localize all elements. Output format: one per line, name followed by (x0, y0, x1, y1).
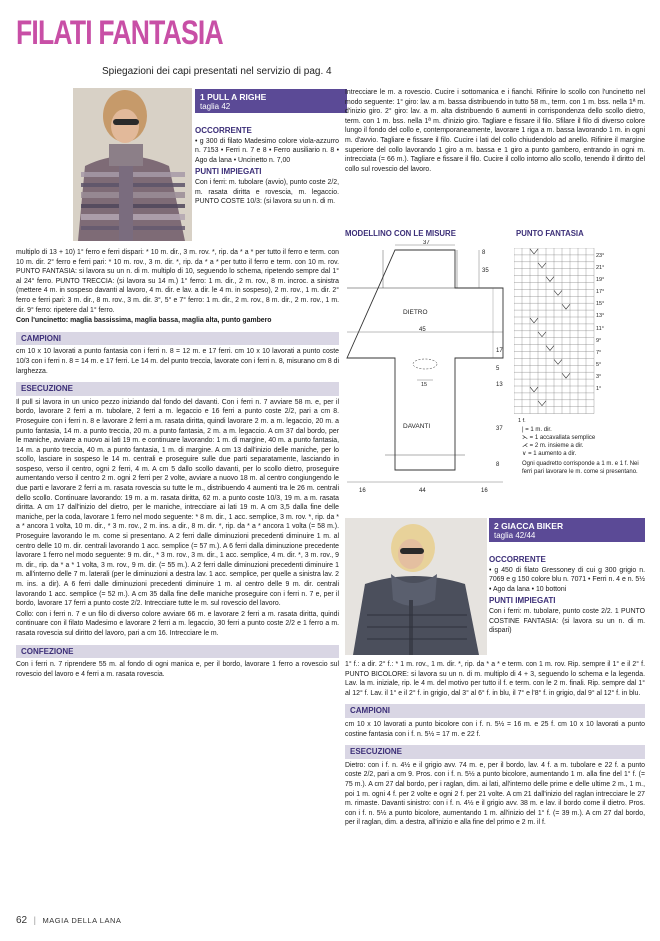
stitch-chart-heading: PUNTO FANTASIA (516, 229, 584, 238)
page-number: 62 (16, 915, 28, 926)
item2-punti-text: Con i ferri: m. tubolare, punto coste 2/2. 1 PUNTO COSTINE FANTASIA: (si lavora su un n. di m. dispari) (489, 607, 645, 635)
chart-stitch-symbol (538, 263, 546, 268)
row-label: 23° (596, 253, 605, 259)
item2-right-column (345, 660, 645, 829)
chart-stitch-symbol (554, 290, 562, 295)
item1-left-column (16, 248, 339, 680)
model-photo-illustration (73, 88, 192, 241)
item1-occorrente-heading: OCCORRENTE (195, 126, 252, 135)
item1-punti-continued: multiplo di 13 + 10) 1° ferro e ferri dispari: * 10 m. dir., 3 m. rov. *, rip. da * a * per tutto il ferro e term. con 10 m. dir. 2° ferro e ferri pari: * 10 m. rov., 3 m. dir. *, rip. da * a * per tutto il ferro e term. con 10 m. rov. PUNTO FANTASIA: si lavora su un n. di m. multiplo di 10, seguendo lo schema, ripetendo sempre dal 1° al 24° ferro. PUNTO TRECCIA: (si lavora su 14 m.) 1° ferro: 1 m. dir., 2 m. rov., 8 m. incroc. a sinistra (mettere 4 m. in sospeso davanti al lavoro, 4 m. dir. e lav. a dir. le 4 m. in sospeso), 2 m. rov., 1 m. dir. 2° ferro e ferri pari: 3 m. dir., 8 m. rov., 3 m. dir. 3°, 5° e 7° ferro: 1 m. dir., 2 m. rov., 8 m. dir., 2 m. rov., 1 m. dir. 9° ferro: ripetere dal 1° ferro. (16, 249, 339, 314)
item2-size: taglia 42/44 (494, 531, 536, 540)
dim-right-top: 8 (482, 250, 486, 256)
schematic-heading: MODELLINO CON LE MISURE (345, 229, 456, 238)
chart-stitch-symbol (530, 387, 538, 392)
dim-bottom-mid: 44 (419, 488, 426, 494)
row-label: 11° (596, 325, 604, 332)
chart-bottom-label: 1 f. (518, 418, 526, 424)
legend-ins-icon: ⋌ (522, 443, 528, 449)
dim-bottom-right: 16 (481, 488, 488, 494)
dim-bottom-left: 16 (359, 488, 366, 494)
item1-uncinetto: Con l'uncinetto: maglia bassissima, maglia bassa, maglia alta, punto gambero (16, 317, 272, 325)
stitch-chart (514, 248, 646, 416)
item1-campioni-heading: CAMPIONI (16, 332, 339, 346)
row-label: 1° (596, 386, 602, 393)
item2-header (489, 518, 645, 542)
legend-item: = 1 accavallata semplice (529, 435, 596, 441)
item1-header (195, 89, 347, 113)
dim-right-c: 5 (496, 366, 500, 372)
item1-collo-text: Collo: con i ferri n. 7 e un filo di diverso colore avviare 66 m. e lavorare 2 ferri a m. rasata diritta, quindi continuare con il filato Madesimo e lavorare 2 ferri a m. legaccio, 30 ferri a punto coste 2/2 e 1 ferro a m. rasata rovescia sul diritto del lavoro, pari a cm 16. Intrecciare le m. (16, 610, 339, 637)
item1-campioni-text: cm 10 x 10 lavorati a punto fantasia con i ferri n. 8 = 12 m. e 17 ferri. cm 10 x 10 lavorati a punto coste 10/3 con i ferri n. 8 = 14 m. e 17 ferri. Le 14 m. del punto treccia, lavorate con i ferri n. 8, misurano cm 8 di larghezza. (16, 348, 339, 375)
item1-confezione-text: Con i ferri n. 7 riprendere 55 m. al fondo di ogni manica e, per il bordo, lavorare 1 ferro a rovescio sul rovescio del lavoro e 4 ferri a m. rasata rovescia. (16, 661, 339, 678)
row-label: 19° (596, 277, 605, 284)
dim-neck: 15 (421, 382, 428, 388)
dim-right-a: 35 (482, 268, 489, 274)
row-label: 17° (596, 289, 605, 296)
chart-stitch-symbol (546, 346, 554, 351)
chart-stitch-symbol (554, 359, 562, 364)
dim-width: 45 (419, 327, 426, 333)
row-label: 7° (596, 349, 602, 356)
page-footer: 62 | MAGIA DELLA LANA (16, 915, 122, 926)
chart-stitch-symbol (546, 277, 554, 282)
chart-stitch-symbol (562, 304, 570, 309)
dim-right-d: 13 (496, 382, 503, 388)
legend-note: Ogni quadretto corrisponde a 1 m. e 1 f. Nei ferri pari lavorare le m. come si presentano. (522, 461, 639, 475)
row-label: 3° (596, 373, 602, 380)
item2-punti-continued: 1° f.: a dir. 2° f.: * 1 m. rov., 1 m. dir. *, rip. da * a * e term. con 1 m. rov. Rip. sempre il 1° e il 2° f. PUNTO BICOLORE: si lavora su un n. di m. multiplo di 4 + 3, seguendo lo schema e la legenda. Lav. la m. iniziale, rip. le 4 m. del motivo per tutto il f. e term. con le 2 m. finali. Rip. sempre dal 1° al 12° f. Lav. il 1° e il 2° f. in grigio, dal 3° al 6° f. in blu, il 7° e l'8° f. in grigio, dal 9° al 12° f. in blu. (345, 661, 645, 697)
item1-confezione-continued: Intrecciare le m. a rovescio. Cucire i sottomanica e i fianchi. Rifinire lo scollo con l'uncinetto nel modo seguente: 1° giro: lav. a m. bassa distribuendo in tutto 58 m., term. con 1 m. bss. nella 1ª m. d'inizio giro. 2° giro: lav. a m. alta distribuendo 6 aumenti in corrispondenza dello scollo dietro, term. con 1 m. bss. nella 1ª m. d'inizio giro. Tagliare e fissare il filo. Sfilare il filo di diverso colore lungo il fondo del collo e, contemporaneamente, lavorare 1 riga a m. bassa lavorando 1 m. in ogni m. d'avvio. Tagliare e fissare il filo. Cucire i lati del collo chiudendolo ad anello. Rifinire il margine superiore del collo lavorando 1 giro a m. bassa e 1 giro a punto gambero, entrando in ogni m. intrecciata (= 66 m.). Tagliare e fissare il filo. Cucire il collo intorno allo scollo, tenendo il diritto del collo sul rovescio del lavoro. (345, 89, 645, 173)
item2-occorrente-heading: OCCORRENTE (489, 555, 546, 564)
chart-stitch-symbol (530, 249, 538, 254)
page-title: FILATI FANTASIA (16, 14, 223, 52)
row-label: 21° (596, 265, 605, 272)
item2-campioni-heading: CAMPIONI (345, 704, 645, 718)
dim-right-b: 17 (496, 348, 503, 354)
item2-punti-heading: PUNTI IMPIEGATI (489, 596, 556, 606)
item2-campioni-text: cm 10 x 10 lavorati a punto bicolore con i f. n. 5½ = 16 m. e 25 f. cm 10 x 10 lavorati a punto costine fantasia con i f. n. 5½ = 17 m. e 22 f. (345, 720, 645, 738)
item1-esecuzione-heading: ESECUZIONE (16, 382, 339, 396)
dim-top: 37 (423, 240, 430, 246)
legend-item: = 2 m. insieme a dir. (529, 443, 584, 449)
chart-stitch-symbol (562, 373, 570, 378)
item2-esecuzione-text: Dietro: con i f. n. 4½ e il grigio avv. 74 m. e, per il bordo, lav. 4 f. a m. tubolare e 22 f. a punto coste 2/2, pari a cm 9. Pros. con i f. n. 5½ a punto bicolore, aumentando 1 m. alla fine del 1° f. (= 75 m.). A cm 27 dal bordo, per i raglan, dim. ai lati, all'interno delle prime e delle ultime 2 m., 1 m., poi 1 m. ogni 4 f. per 2 volte e ogni 2 f. per 21 volte. A cm 21 dall'inizio del raglan intrecciare le 27 m. rimaste. Davanti sinistro: con i f. n. 4½ e il grigio avv. 38 m. e lav. il bordo come il dietro. Pros. con i f. n. 5½ a punto bicolore, aumentando 1 m. all'inizio del 1° f. (= 39 m.). A cm 27 dal bordo, per il raglan, dim. a destra, all'inizio e alla fine del primo e 2 m. il f. (345, 761, 645, 827)
jacket-photo (345, 518, 487, 655)
item1-title: 1 PULL A RIGHE (200, 92, 267, 102)
dim-right-f: 8 (496, 462, 500, 468)
legend-item: = 1 m. dir. (525, 427, 552, 433)
row-label: 5° (596, 361, 602, 368)
legend-item: = 1 aumento a dir. (528, 451, 577, 457)
chart-stitch-symbol (530, 318, 538, 323)
legend-dir-icon: | (522, 427, 524, 433)
item1-confezione-heading: CONFEZIONE (16, 645, 339, 659)
item2-title: 2 GIACCA BIKER (494, 521, 564, 531)
item2-occorrente-text: • g 450 di filato Gressoney di cui g 300 grigio n. 7069 e g 150 colore blu n. 7071 • Ferri n. 4 e n. 5½ • Ago da lana • 10 bottoni (489, 566, 645, 593)
item1-punti-text: Con i ferri: m. tubolare (avvio), punto coste 2/2, m. rasata diritta e rovescia, m. legaccio. PUNTO COSTE 10/3: (si lavora su un n. di m. (195, 178, 339, 206)
label-dietro: DIETRO (403, 309, 428, 316)
row-label: 15° (596, 301, 605, 308)
row-label: 9° (596, 337, 602, 344)
row-label: 13° (596, 313, 605, 320)
legend-acc-icon: ⋋ (522, 435, 528, 441)
dim-right-e: 37 (496, 426, 503, 432)
item1-size: taglia 42 (200, 102, 231, 111)
pullover-photo (73, 88, 192, 241)
model2-photo-illustration (345, 518, 487, 655)
item1-esecuzione-text: Il pull si lavora in un unico pezzo iniziando dal fondo del davanti. Con i ferri n. 7 avviare 58 m. e, per il bordo, lavorare 2 ferri a m. tubolare, 2 ferri a m. legaccio e 16 ferri a punto coste 2/2, pari a cm 8. Proseguire con i ferri n. 8 e lavorare 2 ferri a m. rasata diritta, quindi lavorare 2 m. a m. legaccio, 20 m. a punto fantasia, 14 m. a punto treccia, 20 m. a punto fantasia, 2 m. a m. legaccio. A cm 37 dal bordo, per le maniche, avviare a nuovo ai lati 19 m. e continuare lavorando: 1 m. di margine, 40 m. a punto fantasia, 14 m. a punto treccia, 40 m. a punto fantasia, 1 m. di margine. A cm 13 dall'inizio delle maniche, per lo scollo, lasciare in sospeso le 14 m. centrali e proseguire sulle due parti separatamente, lasciando in sospeso, verso il centro, ogni 2 ferri, 4 m. A cm 5 dallo scollo davanti, per lo scollo dietro, proseguire aumentando verso il centro 2 m. ogni 2 ferri per 2 volte, avviare a nuovo 18 m. al centro congiungendo le due parti e lavorare 2 ferri a m. rasata rovescia su tutte le m., distribuendo 4 aumenti tra le 26 m. centrali dello scollo. Continuare lavorando: 19 m. a m. rasata diritta, 62 m. a punto coste 10/3, 19 m. a m. rasata diritta. A cm 17 dall'inizio del dietro, per le maniche, intrecciare ai lati 19 m. A cm 3,5 dalla fine delle maniche, per la coda, lavorare 1 ferro nel modo seguente: * 8 m. dir., 1 acc. semplice, 3 m. rov. *, rip. da * a * ancora 1 volta, 10 m. dir., * 3 m. rov., 2 m. ins. a dir., 8 m. dir. *, rip. da * a * ancora 1 volta (= 58 m.). Proseguire lavorando le m. come si presentano. A 2 ferri dalle diminuzioni precedenti diminuire 1 m. al centro delle 10 m. dir. centrali lavorando 1 acc. semplice (= 57 m.). A 6 ferri dalla diminuzione precedente lavorare 1 ferro nel modo seguente: 9 m. dir., * 3 m. rov., 3 m. dir., 1 acc. semplice, 4 m. dir. *, 3 m. rov., 9 m. dir., rip. da * a * 1 volta, 3 m. rov., 9 m. dir. (= 55 m.). A 2 ferri dalle diminuzioni precedenti diminuire 1 m. all'interno delle 7 m. laterali (per le diminuzioni a destra lav. 1 acc. semplice, per quelle a sinistra lav. 2 m. ins. a dir). A 6 ferri dalle diminuzioni precedenti diminuire 1 m. al centro delle 9 m. dir. centrali lavorando 1 acc. semplice (= 52 m.). A cm 35 dalla fine delle maniche proseguire con i ferri n. 7 e, per il bordo, lavorare 17 ferri a punto coste 2/2. Intrecciare tutte le m. sul rovescio del lavoro. (16, 398, 339, 608)
item1-punti-heading: PUNTI IMPIEGATI (195, 167, 262, 177)
item1-occorrente-block (195, 124, 339, 208)
chart-legend (522, 426, 646, 476)
magazine-name: MAGIA DELLA LANA (42, 916, 122, 925)
legend-aum-icon: ∨ (522, 451, 527, 457)
chart-stitch-symbol (538, 401, 546, 406)
label-davanti: DAVANTI (403, 423, 431, 430)
item2-esecuzione-heading: ESECUZIONE (345, 745, 645, 759)
schematic-drawing (345, 240, 510, 498)
stitch-chart-row-labels (596, 250, 618, 395)
item1-right-column (345, 88, 645, 175)
item1-occorrente-text: • g 300 di filato Madesimo colore viola-azzurro n. 7153 • Ferri n. 7 e 8 • Ferro ausiliario n. 8 • Ago da lana • Uncinetto n. 7,00 (195, 137, 339, 164)
chart-stitch-symbol (538, 332, 546, 337)
item2-occorrente-block (489, 553, 645, 637)
page-subtitle: Spiegazioni dei capi presentati nel servizio di pag. 4 (102, 66, 332, 77)
